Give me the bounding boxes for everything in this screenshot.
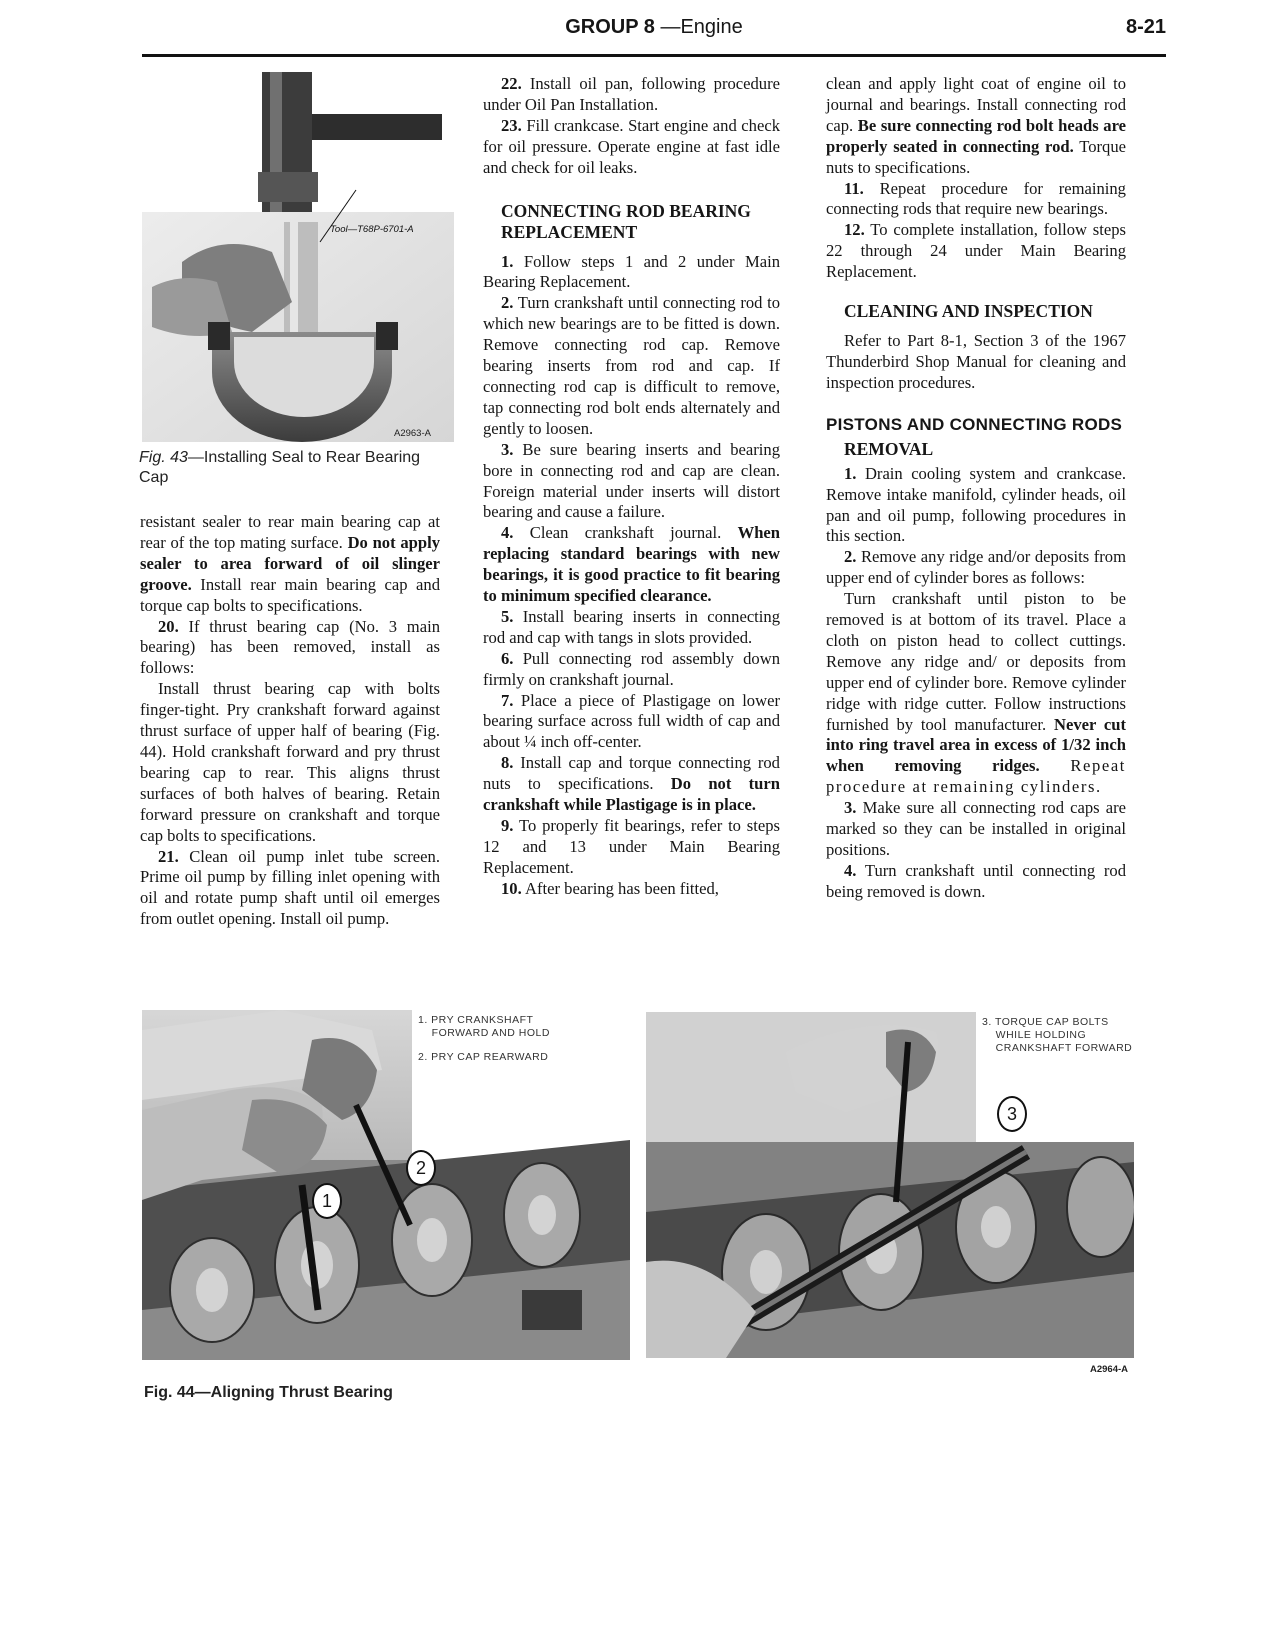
col1-para: resistant sealer to rear main bearing cap at rear of the top mating surface. Do not apply sealer to area forward of oil slinger groove. Install rear main bearing cap and torque cap bolts to specifications.: [140, 512, 440, 615]
heading-pistons-rods: PISTONS AND CONNECTING RODS: [826, 414, 1123, 434]
fig43-photo: [142, 72, 454, 442]
cleaning-text: Refer to Part 8-1, Section 3 of the 1967 Thunderbird Shop Manual for cleaning and inspection procedures.: [826, 331, 1126, 392]
fig44-callout-1: 1. PRY CRANKSHAFT FORWARD AND HOLD: [418, 1014, 550, 1039]
fig44-marker-2: 2: [406, 1150, 436, 1186]
cr-step-9: 9. To properly fit bearings, refer to steps 12 and 13 under Main Bearing Replacement.: [483, 816, 780, 877]
fig44-marker-1: 1: [312, 1183, 342, 1219]
fig44-caption: Fig. 44—Aligning Thrust Bearing: [144, 1384, 393, 1401]
step-20: 20. If thrust bearing cap (No. 3 main bearing) has been removed, install as follows:: [140, 616, 440, 678]
step-21: 21. Clean oil pump inlet tube screen. Prime oil pump by filling inlet opening with oil and rotate pump shaft until oil emerges from outlet opening. Install oil pump.: [140, 846, 440, 929]
cr-step-4: 4. Clean crankshaft journal. When replacing standard bearings with new bearings, it is good practice to fit bearing to minimum specified clearance.: [483, 523, 781, 606]
cr-step-1: 1. Follow steps 1 and 2 under Main Bearing Replacement.: [483, 251, 781, 292]
cr-step-11: 11. Repeat procedure for remaining connecting rods that require new bearings.: [826, 178, 1126, 219]
removal-step-4: 4. Turn crankshaft until connecting rod being removed is down.: [826, 860, 1126, 901]
heading-connecting-rod-bearing: CONNECTING ROD BEARING REPLACEMENT: [501, 200, 751, 242]
fig44-photo-left: [142, 1010, 630, 1360]
fig44-callout-2: 2. PRY CAP REARWARD: [418, 1051, 549, 1063]
fig43-tool-label: Tool—T68P-6701-A: [330, 224, 414, 235]
heading-cleaning-inspection: CLEANING AND INSPECTION: [844, 301, 1093, 322]
cr-step-8: 8. Install cap and torque connecting rod nuts to specifications. Do not turn crankshaft while Plastigage is in place.: [483, 753, 781, 815]
cr-step-12: 12. To complete installation, follow steps 22 through 24 under Main Bearing Replacement.: [826, 220, 1126, 282]
fig43-caption: Fig. 43—Installing Seal to Rear Bearing Cap: [139, 449, 421, 486]
cr-step-7: 7. Place a piece of Plastigage on lower bearing surface across full width of cap and about ¼ inch off-center.: [483, 690, 780, 752]
removal-step-2-detail: Turn crankshaft until piston to be removed is at bottom of its travel. Place a cloth on piston head to collect cuttings. Remove any ridge and/ or deposits from upper end of cylinder bore. Remove cylinder ridge with ridge cutter. Follow instructions furnished by tool manufacturer. Never cut into ring travel area in excess of 1/32 inch when removing ridges. Repeat procedure at remaining cylinders.: [826, 589, 1126, 797]
fig44-code: A2964-A: [1090, 1364, 1129, 1375]
cr-step-3: 3. Be sure bearing inserts and bearing bore in connecting rod and cap are clean. Foreign material under inserts will distort bearing and cause a failure.: [483, 439, 780, 522]
page-number: 8-21: [1125, 16, 1166, 38]
column-1: [140, 512, 440, 930]
column-2: [483, 74, 780, 900]
heading-removal: REMOVAL: [844, 438, 934, 459]
cr-step-2: 2. Turn crankshaft until connecting rod to which new bearings are to be fitted is down. Remove connecting rod cap. Remove bearing inserts from rod and cap. If connecting rod cap is difficult to remove, tap connecting rod bolt ends alternately and gently to loosen.: [483, 293, 780, 438]
step-22: 22. Install oil pan, following procedure under Oil Pan Installation.: [483, 74, 780, 114]
fig44-callout-3: 3. TORQUE CAP BOLTS WHILE HOLDING CRANKSHAFT FORWARD: [982, 1016, 1133, 1054]
cr-step-5: 5. Install bearing inserts in connecting rod and cap with tangs in slots provided.: [483, 606, 781, 647]
cr-step-10: 10. After bearing has been fitted,: [501, 878, 719, 898]
group-title: GROUP 8 —Engine: [565, 16, 743, 38]
fig43-code: A2963-A: [394, 428, 431, 439]
step-20-detail: Install thrust bearing cap with bolts finger-tight. Pry crankshaft forward against thrust surface of upper half of bearing (Fig. 44). Hold crankshaft forward and pry thrust bearing cap to rear. This aligns thrust surfaces of both halves of bearing. Retain forward pressure on crankshaft and torque cap bolts to specifications.: [140, 679, 440, 845]
page-header: [142, 14, 1166, 57]
column-3: [826, 74, 1126, 903]
step-23: 23. Fill crankcase. Start engine and check for oil pressure. Operate engine at fast idle and check for oil leaks.: [483, 115, 780, 177]
removal-step-1: 1. Drain cooling system and crankcase. Remove intake manifold, cylinder heads, oil pan and oil pump, following procedures in this section.: [826, 463, 1126, 546]
removal-step-3: 3. Make sure all connecting rod caps are marked so they can be installed in original positions.: [826, 798, 1126, 859]
removal-step-2: 2. Remove any ridge and/or deposits from upper end of cylinder bores as follows:: [826, 547, 1126, 588]
cr-step-6: 6. Pull connecting rod assembly down firmly on crankshaft journal.: [483, 648, 780, 689]
col3-para: clean and apply light coat of engine oil to journal and bearings. Install connecting rod cap. Be sure connecting rod bolt heads are properly seated in connecting rod. Torque nuts to specifications.: [826, 74, 1126, 177]
fig44-photo-right: [646, 1012, 1134, 1358]
fig44-marker-3: 3: [997, 1096, 1027, 1132]
